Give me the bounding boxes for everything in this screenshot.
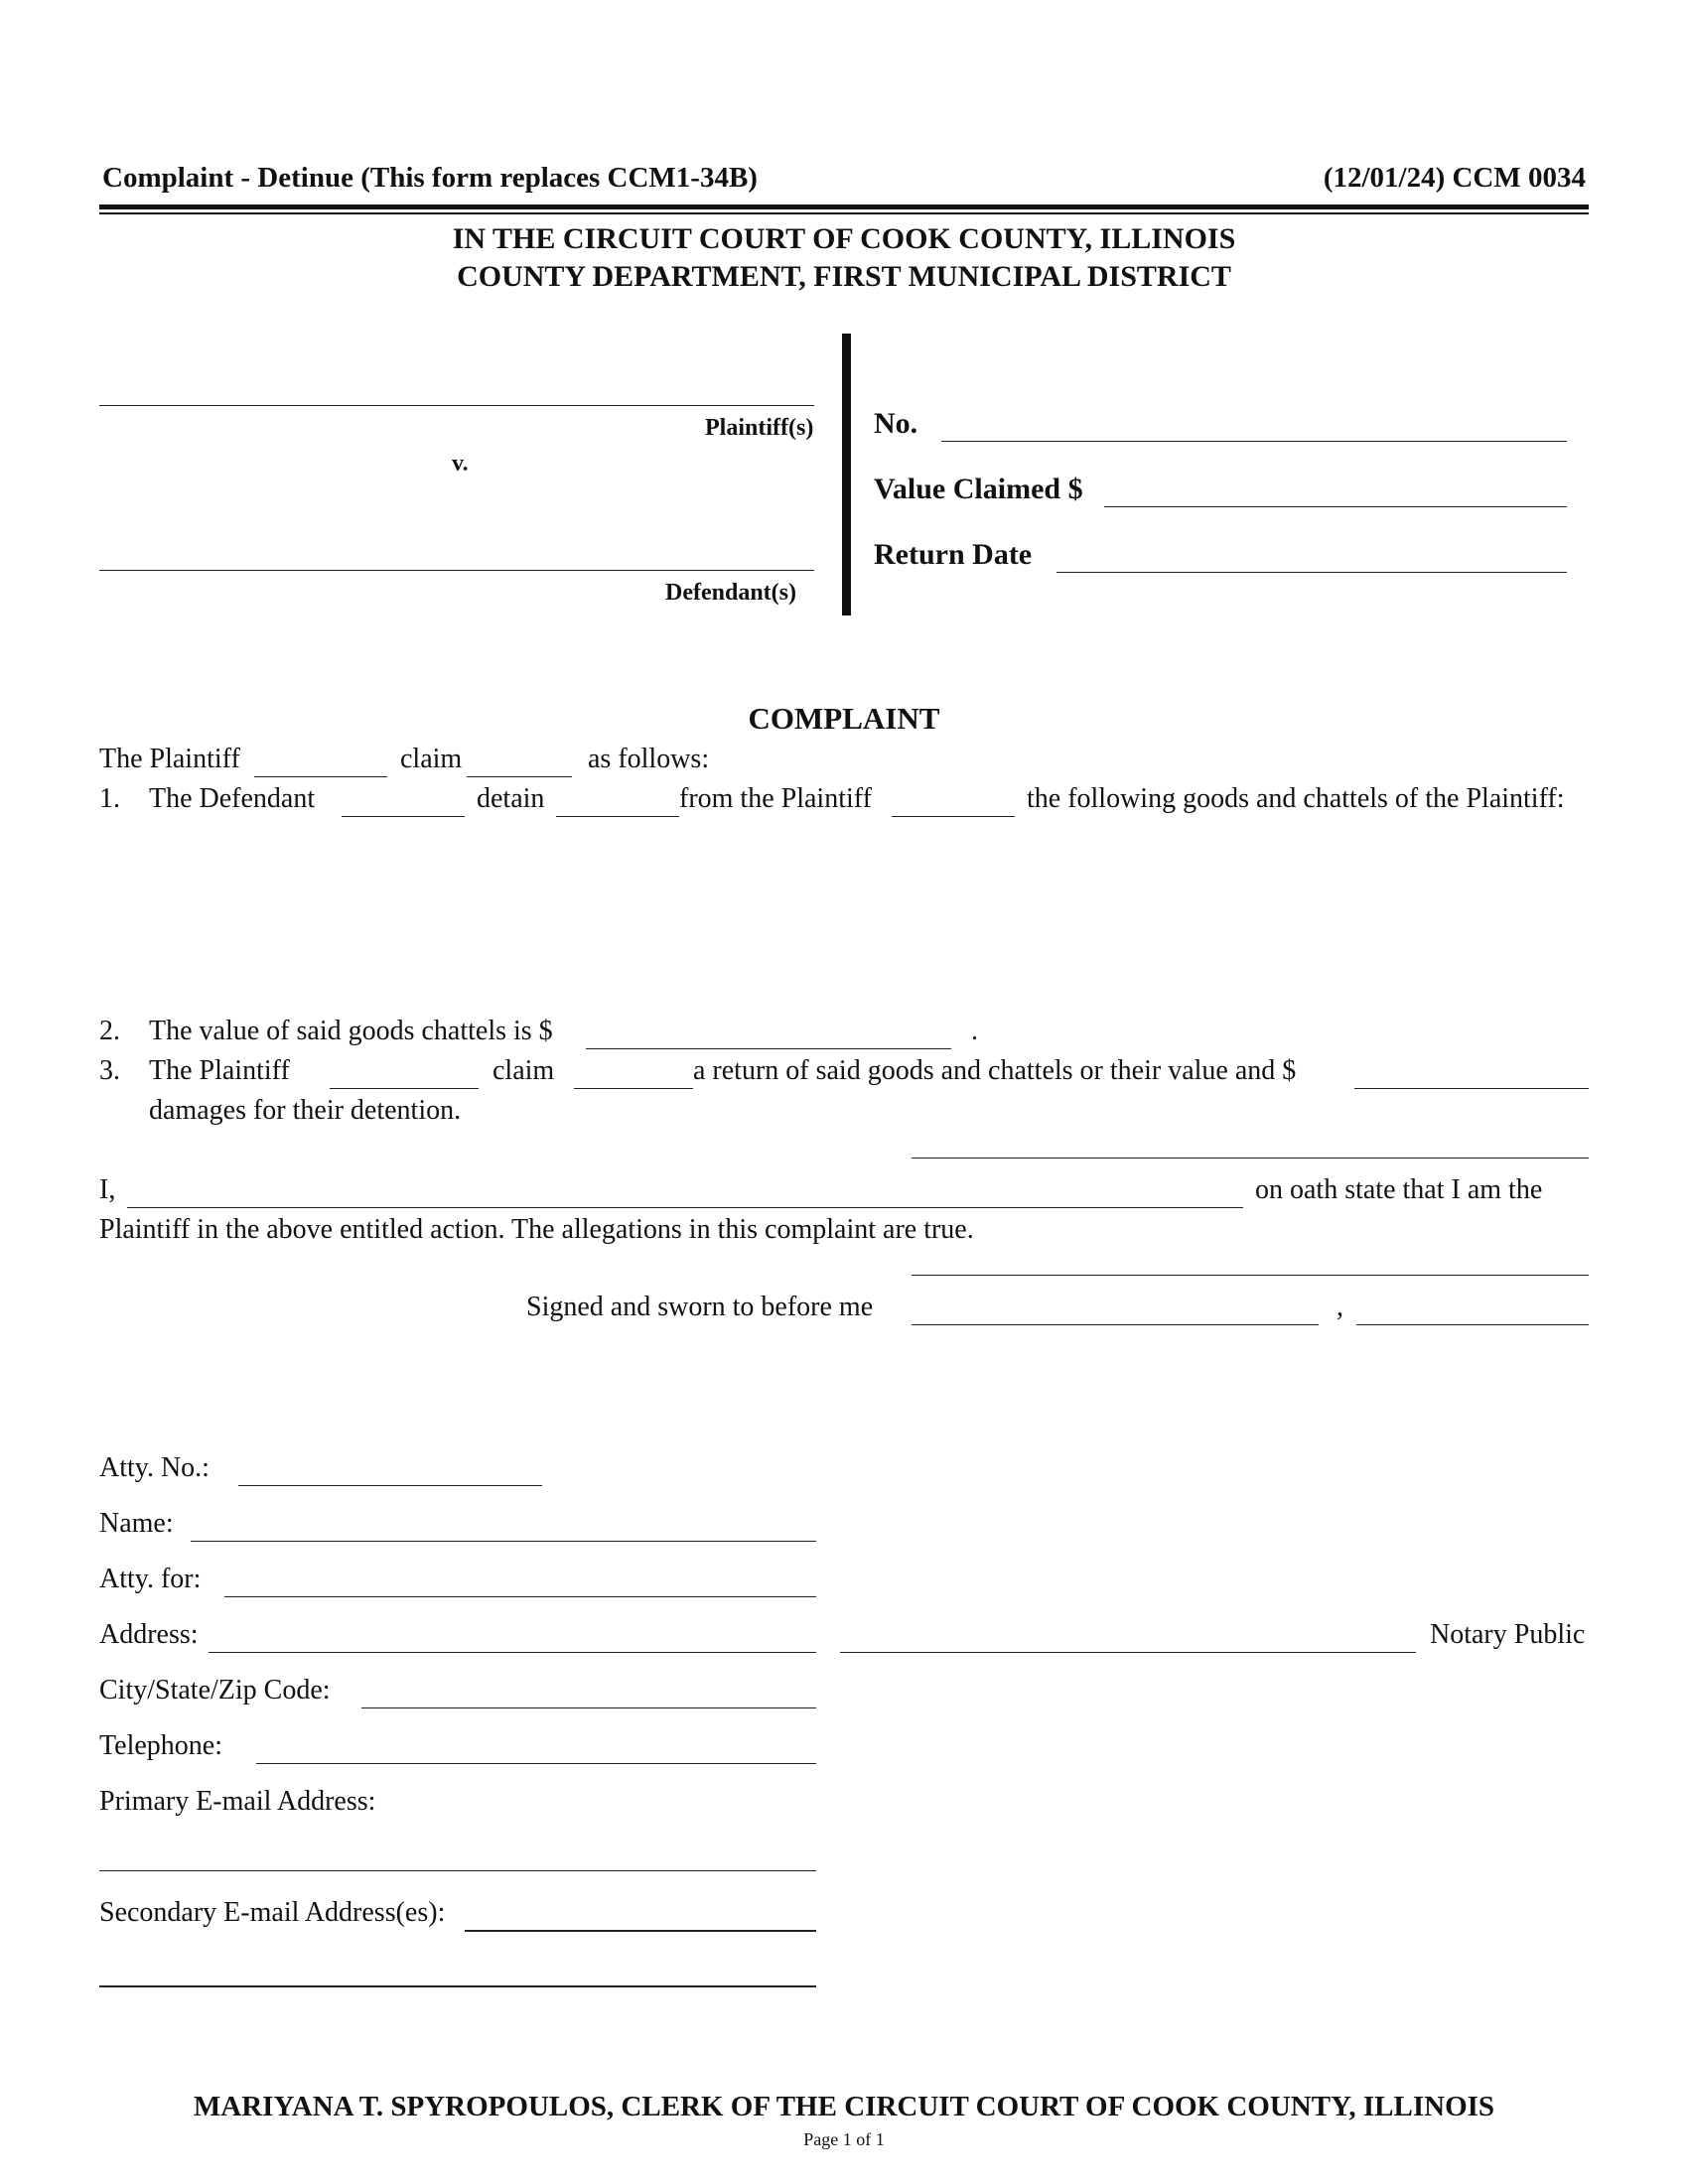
item-1-defendant-s-input[interactable] [342, 786, 465, 817]
item-2-text-b: . [971, 1016, 978, 1046]
item-1-text-a: The Defendant [149, 783, 316, 814]
value-claimed-label: Value Claimed $ [874, 473, 1083, 505]
item-3-number: 3. [99, 1055, 120, 1086]
sworn-year-input[interactable] [1356, 1295, 1589, 1325]
oath-text-2: Plaintiff in the above entitled action. The allegations in this complaint are true. [99, 1214, 974, 1245]
atty-city-label: City/State/Zip Code: [99, 1675, 331, 1706]
header-rule-thick [99, 205, 1589, 209]
page-number: Page 1 of 1 [803, 2129, 885, 2149]
item-3-claim-s-input[interactable] [574, 1058, 693, 1089]
case-no-label: No. [874, 407, 918, 440]
sworn-label: Signed and sworn to before me [526, 1292, 874, 1322]
atty-no-label: Atty. No.: [99, 1452, 210, 1483]
notary-public-label: Notary Public [1430, 1619, 1586, 1650]
affiant-name-input[interactable] [127, 1177, 1243, 1208]
atty-name-input[interactable] [191, 1511, 816, 1542]
form-code: (12/01/24) CCM 0034 [1323, 162, 1586, 194]
versus-label: v. [452, 451, 469, 477]
signature-input-2[interactable] [912, 1245, 1589, 1276]
header-rule-thin [99, 212, 1589, 214]
item-1-text-b: detain [477, 783, 545, 814]
defendant-label: Defendant(s) [665, 580, 796, 606]
secondary-email-input-1[interactable] [465, 1900, 816, 1932]
plaintiff-label: Plaintiff(s) [705, 415, 814, 441]
goods-value-input[interactable] [586, 1019, 951, 1049]
court-title [99, 220, 1589, 296]
atty-no-input[interactable] [238, 1455, 542, 1486]
atty-address-input[interactable] [209, 1622, 816, 1653]
item-3-text-b: claim [492, 1055, 555, 1086]
primary-email-label: Primary E-mail Address: [99, 1786, 376, 1817]
primary-email-input[interactable] [99, 1841, 816, 1871]
goods-description-textarea[interactable] [149, 824, 1593, 1007]
atty-telephone-input[interactable] [256, 1733, 816, 1764]
atty-for-label: Atty. for: [99, 1564, 202, 1594]
item-3-text-a: The Plaintiff [149, 1055, 290, 1086]
intro-text-a: The Plaintiff [99, 744, 240, 774]
sworn-date-input[interactable] [912, 1295, 1319, 1325]
item-1-text-d: the following goods and chattels of the Plaintiff: [1027, 783, 1565, 814]
intro-claim-s-input[interactable] [467, 747, 572, 777]
case-no-input[interactable] [941, 411, 1567, 442]
item-1-text-c: from the Plaintiff [679, 783, 872, 814]
oath-text: on oath state that I am the [1255, 1174, 1543, 1205]
court-line-2: COUNTY DEPARTMENT, FIRST MUNICIPAL DISTRICT [457, 260, 1231, 293]
item-1-number: 1. [99, 783, 120, 814]
atty-address-label: Address: [99, 1619, 199, 1650]
atty-telephone-label: Telephone: [99, 1730, 222, 1761]
item-2-text-a: The value of said goods chattels is $ [149, 1016, 553, 1046]
item-3-text-c: a return of said goods and chattels or their value and $ [693, 1055, 1297, 1086]
item-3-text-d: damages for their detention. [149, 1095, 462, 1126]
atty-city-input[interactable] [361, 1678, 816, 1708]
intro-text-b: claim [400, 744, 463, 774]
court-line-1: IN THE CIRCUIT COURT OF COOK COUNTY, ILLINOIS [452, 222, 1236, 255]
complaint-heading: COMPLAINT [748, 701, 940, 736]
notary-signature-input[interactable] [840, 1622, 1416, 1653]
damages-amount-input[interactable] [1354, 1058, 1589, 1089]
caption-divider [842, 334, 851, 615]
return-date-input[interactable] [1056, 542, 1567, 573]
intro-text-c: as follows: [588, 744, 710, 774]
item-1-plaintiff-s-input[interactable] [892, 786, 1015, 817]
signature-input-1[interactable] [912, 1128, 1589, 1159]
secondary-email-label: Secondary E-mail Address(es): [99, 1897, 446, 1928]
plaintiff-name-input[interactable] [99, 375, 814, 406]
sworn-comma: , [1336, 1292, 1343, 1322]
atty-name-label: Name: [99, 1508, 174, 1539]
defendant-name-input[interactable] [99, 540, 814, 571]
atty-for-input[interactable] [224, 1567, 816, 1597]
affiant-prefix: I, [99, 1174, 116, 1205]
item-1-detain-s-input[interactable] [556, 786, 679, 817]
item-2-number: 2. [99, 1016, 120, 1046]
return-date-label: Return Date [874, 538, 1033, 571]
form-title: Complaint - Detinue (This form replaces CCM1-34B) [102, 162, 758, 194]
clerk-footer: MARIYANA T. SPYROPOULOS, CLERK OF THE CIRCUIT COURT OF COOK COUNTY, ILLINOIS [193, 2091, 1495, 2122]
secondary-email-input-2[interactable] [99, 1956, 816, 1987]
intro-plaintiff-s-input[interactable] [254, 747, 387, 777]
value-claimed-input[interactable] [1104, 477, 1567, 507]
item-3-plaintiff-s-input[interactable] [330, 1058, 479, 1089]
